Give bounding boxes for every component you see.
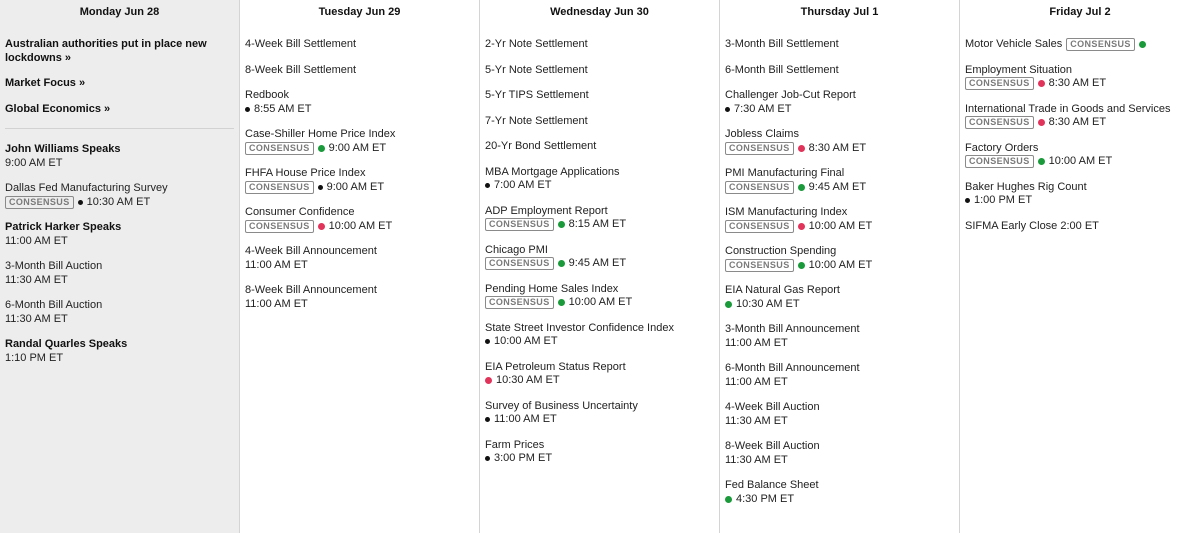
event-title: ADP Employment Report (485, 204, 608, 217)
calendar-event[interactable] (245, 38, 474, 52)
calendar-event[interactable] (725, 401, 954, 428)
event-time: 11:00 AM ET (245, 297, 308, 310)
focus-link-label: Australian authorities put in place new lockdowns » (5, 38, 207, 64)
status-dot-icon (318, 185, 323, 190)
status-dot-icon (1038, 119, 1045, 126)
consensus-badge[interactable]: CONSENSUS (965, 116, 1034, 129)
calendar-event[interactable] (485, 115, 714, 129)
calendar-event[interactable] (245, 206, 474, 233)
event-time: 11:00 AM ET (725, 336, 788, 349)
event-title: International Trade in Goods and Services (965, 102, 1171, 115)
event-meta (725, 298, 954, 312)
event-title: ISM Manufacturing Index (725, 206, 848, 218)
event-time: 11:00 AM ET (245, 258, 308, 271)
calendar-event[interactable] (485, 361, 714, 388)
event-title: Redbook (245, 89, 290, 101)
status-dot-icon (558, 260, 565, 267)
event-title: Employment Situation (965, 63, 1072, 76)
event-title: 6-Month Bill Announcement (725, 362, 860, 374)
event-title: 6-Month Bill Settlement (725, 63, 839, 76)
calendar-event[interactable] (965, 220, 1195, 234)
event-title: FHFA House Price Index (245, 167, 366, 179)
event-time: 10:00 AM ET (1048, 155, 1113, 167)
event-title: 4-Week Bill Announcement (245, 245, 377, 257)
day-header: Friday Jul 2 (1049, 6, 1111, 18)
consensus-badge[interactable]: CONSENSUS (245, 142, 314, 155)
status-dot-icon (725, 301, 732, 308)
event-title: 3-Month Bill Settlement (725, 38, 839, 50)
calendar-event[interactable] (245, 128, 474, 155)
event-meta (725, 454, 954, 468)
event-title-text: Motor Vehicle Sales (965, 38, 1063, 50)
calendar-event[interactable] (485, 205, 714, 232)
calendar-event[interactable] (5, 338, 234, 365)
event-title: 6-Month Bill Auction (5, 299, 103, 311)
event-time: 8:55 AM ET (254, 102, 312, 115)
status-dot-icon (725, 107, 730, 112)
event-meta (5, 274, 234, 288)
event-title: Consumer Confidence (245, 206, 355, 218)
focus-link-label: Global Economics » (5, 102, 111, 115)
consensus-badge[interactable]: CONSENSUS (245, 181, 314, 194)
event-title: EIA Natural Gas Report (725, 284, 840, 296)
event-time: 11:00 AM ET (725, 375, 788, 388)
event-title: Baker Hughes Rig Count (965, 180, 1087, 193)
event-list (0, 24, 239, 365)
event-time: 11:30 AM ET (725, 414, 788, 427)
status-dot-icon (245, 107, 250, 112)
event-time: 10:00 AM ET (808, 219, 873, 232)
calendar-event[interactable] (725, 167, 954, 194)
status-dot-icon (965, 198, 970, 203)
event-meta (965, 116, 1195, 130)
status-dot-icon (558, 221, 565, 228)
calendar-event[interactable] (5, 299, 234, 326)
consensus-badge[interactable]: CONSENSUS (965, 155, 1034, 168)
calendar-event[interactable] (485, 283, 714, 310)
focus-link[interactable] (5, 38, 234, 65)
event-meta (965, 194, 1195, 208)
event-title: 5-Yr Note Settlement (485, 63, 588, 76)
event-meta (5, 352, 234, 366)
event-list (480, 24, 719, 466)
calendar-event[interactable] (725, 440, 954, 467)
event-title: Case-Shiller Home Price Index (245, 128, 396, 140)
day-header: Thursday Jul 1 (800, 6, 879, 18)
calendar-event[interactable] (5, 260, 234, 287)
event-title: Chicago PMI (485, 243, 548, 256)
event-title: Construction Spending (725, 245, 837, 257)
status-dot-icon (485, 339, 490, 344)
event-time: 10:00 AM ET (808, 258, 873, 271)
event-meta (725, 103, 954, 117)
calendar-event[interactable] (5, 182, 234, 209)
event-time: 11:00 AM ET (5, 234, 68, 247)
calendar-event[interactable] (725, 38, 954, 52)
event-time: 4:30 PM ET (736, 492, 795, 505)
event-meta (725, 220, 954, 234)
day-column (240, 0, 480, 533)
event-meta (485, 413, 714, 427)
day-header: Tuesday Jun 29 (318, 6, 401, 18)
event-title: Randal Quarles Speaks (5, 338, 128, 350)
event-time: 10:00 AM ET (568, 296, 633, 308)
event-meta (485, 296, 714, 310)
calendar-event[interactable] (485, 400, 714, 427)
event-meta (965, 77, 1195, 91)
day-column (720, 0, 960, 533)
event-title: Challenger Job-Cut Report (725, 89, 856, 101)
focus-link[interactable] (5, 77, 234, 91)
status-dot-icon (485, 183, 490, 188)
event-title: 3-Month Bill Auction (5, 260, 103, 272)
calendar-event[interactable] (725, 284, 954, 311)
event-title: Factory Orders (965, 141, 1039, 154)
event-time: 11:30 AM ET (725, 453, 788, 466)
event-time: 1:00 PM ET (974, 194, 1033, 206)
event-title: 8-Week Bill Settlement (245, 63, 357, 76)
event-time: 9:45 AM ET (808, 180, 867, 193)
event-title: Farm Prices (485, 438, 545, 451)
event-list (240, 24, 479, 311)
event-title: 5-Yr TIPS Settlement (485, 89, 589, 101)
consensus-badge[interactable]: CONSENSUS (725, 259, 794, 272)
event-time: 10:30 AM ET (736, 297, 800, 310)
event-meta (245, 298, 474, 312)
event-meta (485, 374, 714, 388)
calendar-event[interactable] (245, 245, 474, 272)
calendar-event[interactable] (485, 38, 714, 52)
event-time: 10:30 AM ET (86, 195, 151, 208)
event-time: 7:30 AM ET (734, 102, 792, 115)
event-meta (725, 259, 954, 273)
event-meta (245, 142, 474, 156)
calendar-event[interactable] (965, 103, 1195, 130)
calendar-event[interactable] (5, 221, 234, 248)
event-meta (245, 103, 474, 117)
status-dot-icon (798, 184, 805, 191)
event-meta (245, 259, 474, 273)
calendar-event[interactable] (725, 245, 954, 272)
event-title: 20-Yr Bond Settlement (485, 140, 597, 152)
event-title: EIA Petroleum Status Report (485, 360, 626, 373)
event-title: Survey of Business Uncertainty (485, 399, 638, 412)
event-title (965, 38, 1195, 52)
day-header: Wednesday Jun 30 (550, 6, 649, 18)
event-meta (5, 157, 234, 171)
event-time: 11:30 AM ET (5, 312, 68, 325)
event-title: PMI Manufacturing Final (725, 167, 845, 179)
event-title: 3-Month Bill Announcement (725, 323, 860, 335)
day-column (0, 0, 240, 533)
calendar-event[interactable] (485, 244, 714, 271)
event-meta (5, 235, 234, 249)
event-meta (485, 452, 714, 466)
status-dot-icon (725, 496, 732, 503)
consensus-badge[interactable]: CONSENSUS (725, 181, 794, 194)
status-dot-icon (485, 456, 490, 461)
event-meta (5, 313, 234, 327)
event-title: 8-Week Bill Announcement (245, 284, 377, 296)
calendar-event[interactable] (485, 322, 714, 349)
event-title: Jobless Claims (725, 128, 799, 140)
status-dot-icon (798, 262, 805, 269)
consensus-badge[interactable]: CONSENSUS (5, 196, 74, 209)
event-meta (965, 155, 1195, 169)
event-title: 8-Week Bill Auction (725, 440, 820, 452)
event-meta (485, 218, 714, 232)
event-title: 7-Yr Note Settlement (485, 114, 588, 127)
calendar-event[interactable] (245, 89, 474, 116)
consensus-badge[interactable]: CONSENSUS (965, 77, 1034, 90)
event-time: 9:00 AM ET (328, 141, 387, 154)
consensus-badge[interactable]: CONSENSUS (1066, 38, 1135, 51)
status-dot-icon (1038, 158, 1045, 165)
event-list (960, 24, 1200, 233)
event-title: State Street Investor Confidence Index (485, 321, 674, 334)
event-title: MBA Mortgage Applications (485, 165, 620, 178)
event-time: 8:30 AM ET (1048, 77, 1107, 89)
divider (5, 128, 234, 129)
day-header: Monday Jun 28 (79, 6, 160, 18)
event-time: 9:45 AM ET (568, 257, 627, 269)
event-meta (5, 196, 234, 210)
event-time: 7:00 AM ET (494, 179, 552, 191)
event-time: 8:30 AM ET (808, 141, 867, 154)
status-dot-icon (798, 223, 805, 230)
calendar-event[interactable] (965, 38, 1195, 52)
event-title: 2-Yr Note Settlement (485, 38, 588, 50)
consensus-badge[interactable]: CONSENSUS (725, 220, 794, 233)
event-time: 11:00 AM ET (494, 413, 557, 425)
calendar-event[interactable] (725, 128, 954, 155)
calendar-event[interactable] (965, 181, 1195, 208)
calendar-event[interactable] (485, 166, 714, 193)
status-dot-icon (318, 223, 325, 230)
calendar-event[interactable] (965, 64, 1195, 91)
event-title: Pending Home Sales Index (485, 282, 619, 295)
event-list (720, 24, 959, 506)
event-meta (725, 493, 954, 507)
status-dot-icon (78, 200, 83, 205)
status-dot-icon (558, 299, 565, 306)
event-meta (485, 257, 714, 271)
calendar-event[interactable] (245, 64, 474, 78)
event-title: 4-Week Bill Settlement (245, 38, 357, 50)
calendar-event[interactable] (245, 284, 474, 311)
event-title: SIFMA Early Close 2:00 ET (965, 219, 1099, 232)
event-meta (485, 179, 714, 193)
calendar-event[interactable] (965, 142, 1195, 169)
status-dot-icon (1038, 80, 1045, 87)
event-time: 3:00 PM ET (494, 452, 553, 464)
event-time: 8:30 AM ET (1048, 116, 1107, 128)
status-dot-icon (1139, 41, 1146, 48)
event-time: 9:00 AM ET (326, 180, 385, 193)
event-meta (725, 181, 954, 195)
event-title: Patrick Harker Speaks (5, 221, 122, 233)
calendar-event[interactable] (725, 323, 954, 350)
status-dot-icon (485, 377, 492, 384)
event-meta (725, 415, 954, 429)
status-dot-icon (485, 417, 490, 422)
calendar-event[interactable] (5, 143, 234, 170)
event-title: 4-Week Bill Auction (725, 401, 820, 413)
consensus-badge[interactable]: CONSENSUS (485, 257, 554, 270)
calendar-event[interactable] (725, 64, 954, 78)
event-meta (725, 376, 954, 390)
focus-link[interactable] (5, 103, 234, 117)
event-meta (725, 142, 954, 156)
calendar-event[interactable] (725, 362, 954, 389)
event-time: 10:00 AM ET (328, 219, 393, 232)
focus-link-label: Market Focus » (5, 77, 86, 89)
event-time: 10:00 AM ET (494, 335, 558, 347)
event-title: John Williams Speaks (5, 143, 121, 155)
event-title: Dallas Fed Manufacturing Survey (5, 182, 168, 194)
status-dot-icon (798, 145, 805, 152)
calendar-event[interactable] (245, 167, 474, 194)
status-dot-icon (318, 145, 325, 152)
calendar-event[interactable] (485, 140, 714, 154)
event-title: Fed Balance Sheet (725, 479, 819, 491)
event-time: 11:30 AM ET (5, 273, 68, 286)
event-meta (245, 181, 474, 195)
consensus-badge[interactable]: CONSENSUS (485, 296, 554, 309)
calendar-event[interactable] (725, 89, 954, 116)
calendar-event[interactable] (485, 64, 714, 78)
event-time: 10:30 AM ET (496, 374, 560, 386)
event-meta (725, 337, 954, 351)
day-column (960, 0, 1200, 533)
event-meta (485, 335, 714, 349)
calendar-event[interactable] (485, 89, 714, 103)
event-time: 8:15 AM ET (568, 218, 627, 230)
calendar-event[interactable] (725, 479, 954, 506)
calendar-event[interactable] (725, 206, 954, 233)
day-column (480, 0, 720, 533)
calendar-event[interactable] (485, 439, 714, 466)
event-time: 9:00 AM ET (5, 156, 63, 169)
consensus-badge[interactable]: CONSENSUS (485, 218, 554, 231)
event-meta (245, 220, 474, 234)
event-time: 1:10 PM ET (5, 351, 64, 364)
consensus-badge[interactable]: CONSENSUS (245, 220, 314, 233)
consensus-badge[interactable]: CONSENSUS (725, 142, 794, 155)
